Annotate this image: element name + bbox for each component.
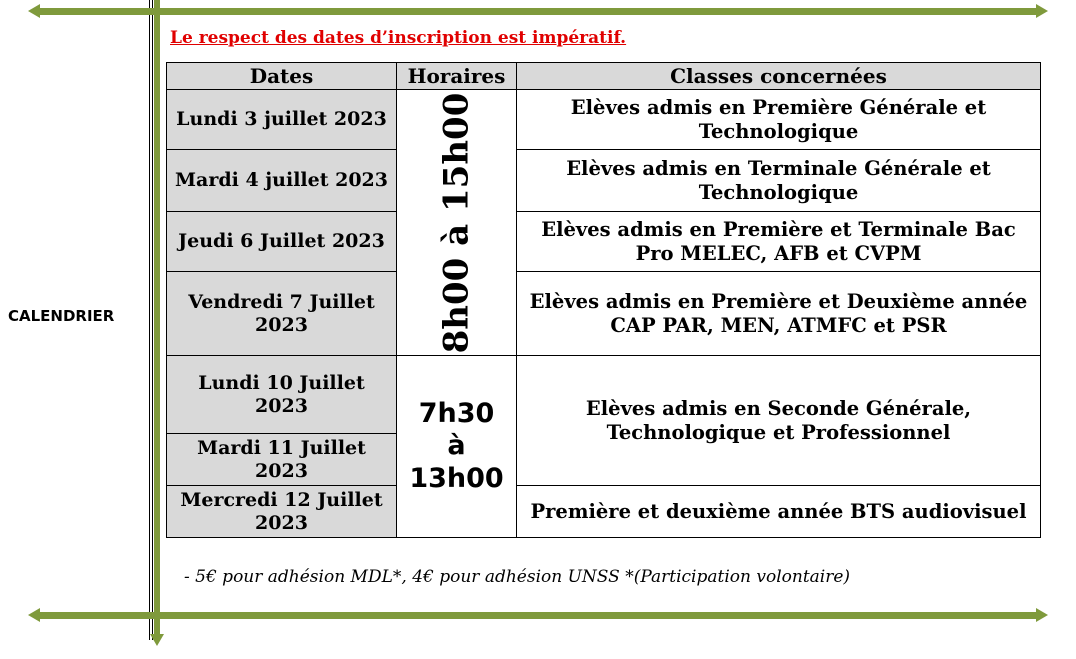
date-cell: Lundi 10 Juillet 2023 — [167, 356, 397, 434]
date-cell: Mercredi 12 Juillet 2023 — [167, 486, 397, 538]
hours-cell — [397, 356, 517, 538]
column-header: Horaires — [397, 63, 517, 90]
top-border-arrow — [38, 8, 1038, 15]
schedule-table — [166, 62, 1041, 538]
arrow-left-icon — [28, 608, 40, 622]
arrow-left-icon — [28, 4, 40, 18]
divider-line — [149, 0, 150, 640]
classes-cell: Première et deuxième année BTS audiovisuel — [517, 486, 1041, 538]
arrow-down-icon — [150, 634, 164, 646]
notice-text: Le respect des dates d’inscription est impératif. — [170, 28, 627, 48]
vertical-border-arrow — [154, 0, 160, 636]
date-cell: Mardi 4 juillet 2023 — [167, 150, 397, 212]
hours-text: 8h00 à 15h00 — [436, 92, 477, 353]
table-row — [167, 90, 1041, 150]
hours-end: 13h00 — [409, 462, 504, 494]
footnote-text: - 5€ pour adhésion MDL*, 4€ pour adhésion UNSS *(Participation volontaire) — [184, 567, 851, 587]
hours-separator: à — [447, 430, 466, 462]
hours-start: 7h30 — [418, 397, 495, 429]
bottom-border-arrow — [38, 612, 1038, 619]
column-header: Dates — [167, 63, 397, 90]
classes-cell: Elèves admis en Première Générale et Technologique — [517, 90, 1041, 150]
date-cell: Lundi 3 juillet 2023 — [167, 90, 397, 150]
table-header-row — [167, 63, 1041, 90]
classes-cell: Elèves admis en Première et Terminale Bac Pro MELEC, AFB et CVPM — [517, 212, 1041, 272]
section-label: CALENDRIER — [8, 307, 115, 325]
arrow-right-icon — [1036, 608, 1048, 622]
table-row — [167, 150, 1041, 212]
classes-cell: Elèves admis en Terminale Générale et Technologique — [517, 150, 1041, 212]
classes-cell: Elèves admis en Première et Deuxième année CAP PAR, MEN, ATMFC et PSR — [517, 272, 1041, 356]
arrow-right-icon — [1036, 4, 1048, 18]
table-row — [167, 486, 1041, 538]
date-cell: Jeudi 6 Juillet 2023 — [167, 212, 397, 272]
hours-cell — [397, 90, 517, 356]
table-row — [167, 212, 1041, 272]
divider-line — [152, 0, 153, 640]
classes-cell: Elèves admis en Seconde Générale, Technologique et Professionnel — [517, 356, 1041, 486]
table-row — [167, 272, 1041, 356]
table-row — [167, 356, 1041, 434]
date-cell: Mardi 11 Juillet 2023 — [167, 434, 397, 486]
column-header: Classes concernées — [517, 63, 1041, 90]
date-cell: Vendredi 7 Juillet 2023 — [167, 272, 397, 356]
